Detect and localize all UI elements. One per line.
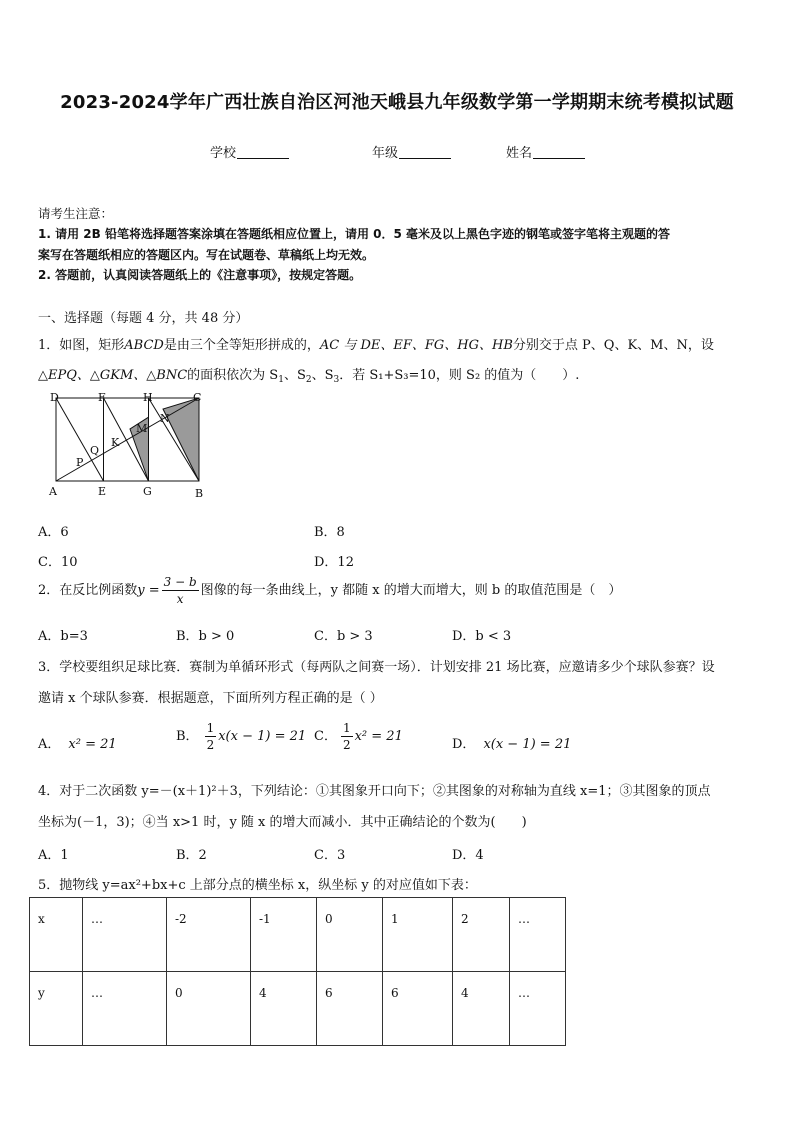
q4-line1: 4．对于二次函数 y=－(x＋1)²＋3，下列结论：①其图象开口向下；②其图象的对称轴为直线 x=1；③其图象的顶点 xyxy=(38,784,711,799)
q2-option-a[interactable]: A．b=3 xyxy=(38,629,88,644)
table-cell: … xyxy=(510,898,566,972)
label-K: K xyxy=(111,436,120,449)
q1-option-a[interactable]: A．6 xyxy=(38,525,69,540)
q1-mid: 是由三个全等矩形拼成的， xyxy=(163,338,320,353)
label-H: H xyxy=(143,391,153,404)
q1-condition: ．若 S₁+S₃=10，则 S₂ 的值为（ ）. xyxy=(339,368,580,383)
q2-option-c[interactable]: C．b > 3 xyxy=(314,629,373,644)
label-G: G xyxy=(143,485,152,498)
label-N: N xyxy=(160,412,170,425)
label-C: C xyxy=(193,391,202,404)
table-cell: 1 xyxy=(383,898,453,972)
table-cell: 6 xyxy=(383,972,453,1046)
notice-line1a: 1. 请用 2B 铅笔将选择题答案涂填在答题纸相应位置上，请用 0．5 毫米及以上黑色字迹的钢笔或签字笔将主观题的答 xyxy=(38,227,670,241)
table-cell: 4 xyxy=(251,972,317,1046)
table-cell: 0 xyxy=(167,972,251,1046)
q1-triangles: △EPQ、△GKM、△BNC xyxy=(38,368,188,383)
q3-option-d[interactable]: D． x(x − 1) = 21 xyxy=(452,737,572,752)
table-cell: 6 xyxy=(317,972,383,1046)
q1-area-text: 的面积依次为 $S_1$、$S_2$、$S_3$ xyxy=(187,368,340,385)
q3-option-b[interactable]: B． $\frac{1}{2}$ x(x − 1) = 21 xyxy=(176,721,307,752)
table-cell: -2 xyxy=(167,898,251,972)
q1-option-b[interactable]: B．8 xyxy=(314,525,345,540)
name-label: 姓名 xyxy=(506,146,533,161)
label-Q: Q xyxy=(90,444,100,457)
q3-option-c[interactable]: C． $\frac{1}{2}$ x² = 21 xyxy=(314,721,403,752)
q1-figure xyxy=(44,388,214,504)
table-cell: 4 xyxy=(453,972,510,1046)
table-row xyxy=(30,972,566,1046)
school-field[interactable] xyxy=(210,142,289,161)
q3-line1: 3．学校要组织足球比赛．赛制为单循环形式（每两队之间赛一场）．计划安排 21 场比赛，应邀请多少个球队参赛？设 xyxy=(38,660,715,675)
table-cell: 0 xyxy=(317,898,383,972)
table-cell: … xyxy=(83,898,167,972)
q4-line2: 坐标为(－1，3)；④当 x>1 时，y 随 x 的增大而减小．其中正确结论的个数为( ) xyxy=(38,815,527,830)
table-cell: … xyxy=(83,972,167,1046)
q4-option-b[interactable]: B．2 xyxy=(176,848,207,863)
q1-abcd: ABCD xyxy=(124,338,164,353)
q1-line2 xyxy=(38,364,579,385)
label-M: M xyxy=(136,422,148,435)
grade-field[interactable] xyxy=(372,142,451,161)
q2-fraction: $\frac{3 - b}{x}$ xyxy=(163,575,197,606)
q1-suffix: 分别交于点 P、Q、K、M、N，设 xyxy=(512,338,714,353)
table-cell: -1 xyxy=(251,898,317,972)
q4-option-d[interactable]: D．4 xyxy=(452,848,484,863)
q2-option-d[interactable]: D．b < 3 xyxy=(452,629,512,644)
q3-option-a[interactable]: A． x² = 21 xyxy=(38,737,117,752)
shaded-triangle-bnc xyxy=(163,398,199,481)
label-A: A xyxy=(49,485,57,498)
table-cell: … xyxy=(510,972,566,1046)
label-F: F xyxy=(98,391,106,404)
school-label: 学校 xyxy=(210,146,237,161)
q1-option-c[interactable]: C．10 xyxy=(38,555,78,570)
q2-suffix: 图像的每一条曲线上，y 都随 x 的增大而增大，则 b 的取值范围是（ ） xyxy=(200,583,622,598)
label-E: E xyxy=(98,485,107,498)
q3-line2: 邀请 x 个球队参赛．根据题意，下面所列方程正确的是（ ） xyxy=(38,691,383,706)
section-heading: 一、选择题（每题 4 分，共 48 分） xyxy=(38,311,249,326)
q5-stem: 5．抛物线 y=ax²+bx+c 上部分点的横坐标 x，纵坐标 y 的对应值如下表： xyxy=(38,878,477,893)
q2-prefix: 2．在反比例函数 xyxy=(38,583,138,598)
label-D: D xyxy=(50,391,59,404)
name-field[interactable] xyxy=(506,142,585,161)
label-P: P xyxy=(76,456,84,469)
q2-stem xyxy=(38,576,621,605)
page-title: 2023-2024学年广西壮族自治区河池天峨县九年级数学第一学期期末统考模拟试题 xyxy=(60,92,734,113)
table-cell: 2 xyxy=(453,898,510,972)
grade-label: 年级 xyxy=(372,146,399,161)
table-row xyxy=(30,898,566,972)
q4-option-c[interactable]: C．3 xyxy=(314,848,346,863)
q1-line1 xyxy=(38,334,714,353)
q1-lines: AC 与 DE、EF、FG、HG、HB xyxy=(319,338,513,353)
q1-prefix: 1．如图，矩形 xyxy=(38,338,125,353)
label-B: B xyxy=(195,487,204,500)
notice-line2: 2. 答题前，认真阅读答题纸上的《注意事项》，按规定答题。 xyxy=(38,268,362,282)
table-cell: x xyxy=(30,898,83,972)
q1-option-d[interactable]: D．12 xyxy=(314,555,354,570)
q5-value-table xyxy=(29,897,566,1046)
notice-line1b: 案写在答题纸相应的答题区内。写在试题卷、草稿纸上均无效。 xyxy=(38,248,375,262)
notice-heading: 请考生注意： xyxy=(38,206,114,221)
q4-option-a[interactable]: A．1 xyxy=(38,848,69,863)
table-cell: y xyxy=(30,972,83,1046)
q2-y-eq: y = xyxy=(137,583,160,598)
q2-option-b[interactable]: B．b > 0 xyxy=(176,629,235,644)
